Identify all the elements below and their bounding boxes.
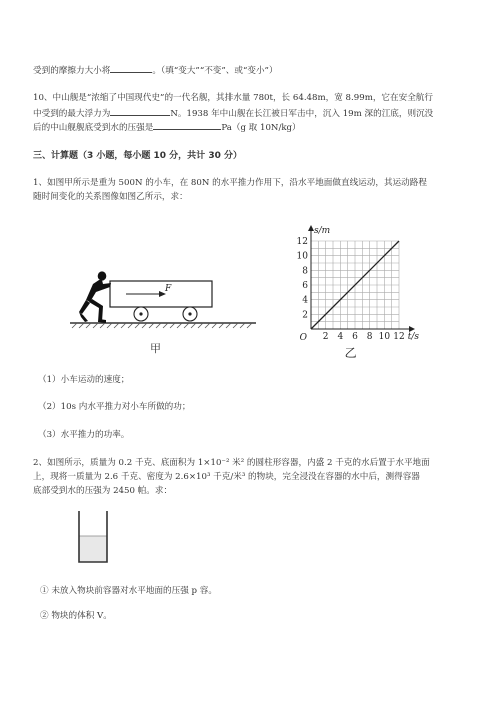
q9-line — [33, 63, 278, 77]
y-tick-label: 12 — [296, 237, 308, 247]
figure-jia-caption: 甲 — [150, 342, 161, 355]
cart-figure — [66, 268, 262, 363]
wheel-axle — [139, 312, 142, 315]
x-tick-label: 4 — [337, 332, 344, 342]
y-tick-label: 8 — [302, 266, 308, 277]
st-graph — [278, 215, 419, 365]
q1-line-2: 随时间变化的关系图像如图乙所示，求： — [33, 192, 188, 202]
person-silhouette — [79, 271, 111, 323]
y-axis-label: s/m — [314, 226, 331, 236]
q1-sub-2: （2）10s 内水平推力对小车所做的功； — [38, 402, 191, 412]
origin-label: O — [299, 333, 307, 343]
q10-line-1: 10、中山舰是“浓缩了中国现代史”的一代名舰，其排水量 780t，长 64.48m，宽 8.99m，它在安全航行 — [33, 93, 433, 103]
x-tick-label: 10 — [378, 332, 391, 342]
x-tick-label: 2 — [322, 332, 329, 342]
q2-line-2: 上，现将一质量为 2.6 千克、密度为 2.6×10³ 千克/米³ 的物块，完全浸没在容器的水中后，测得容器 — [33, 472, 420, 482]
x-tick-label: 12 — [393, 332, 405, 342]
q10-text: 后的中山舰舰底受到水的压强是 — [33, 123, 154, 133]
q9-text-after: 。（填“变大”“不变”、或“变小”） — [152, 66, 278, 76]
q2-line-3: 底部受到水的压强为 2450 帕。求： — [33, 486, 173, 496]
wheel-axle — [188, 312, 191, 315]
container-figure — [70, 508, 118, 568]
q2-sub-1: ① 未放入物块前容器对水平地面的压强 p 容。 — [40, 586, 217, 596]
x-tick-label: 8 — [366, 332, 373, 342]
q10-line-3 — [33, 120, 301, 134]
chart-caption: 乙 — [344, 346, 357, 360]
y-tick-label: 10 — [296, 251, 308, 262]
y-tick-label: 4 — [302, 295, 308, 306]
y-tick-label: 2 — [302, 310, 308, 321]
section-heading: 三、计算题（3 小题，每小题 10 分，共计 30 分） — [33, 151, 242, 161]
q10-line-2 — [33, 106, 433, 120]
q9-text-before: 受到的摩擦力大小将 — [33, 66, 111, 76]
q10-text: Pa（g 取 10N/kg） — [221, 123, 301, 133]
answer-blank[interactable] — [110, 106, 170, 116]
y-tick-label: 6 — [302, 281, 308, 291]
water-fill — [79, 536, 107, 562]
q1-sub-3: （3）水平推力的功率。 — [38, 430, 130, 440]
q10-text: N。1938 年中山舰在长江被日军击中，沉入 19m 深的江底，则沉没 — [170, 109, 434, 119]
q10-text: 中受到的最大浮力为 — [33, 109, 111, 119]
q2-line-1: 2、如图所示，质量为 0.2 千克、底面积为 1×10⁻² 米² 的圆柱形容器，内盛 2 千克的水后置于水平地面 — [33, 458, 430, 468]
answer-blank[interactable] — [153, 120, 221, 130]
force-label: F — [165, 284, 172, 294]
x-tick-label: 6 — [352, 332, 358, 342]
q1-line-1: 1、如图甲所示是重为 500N 的小车，在 80N 的水平推力作用下，沿水平地面做直线运动，其运动路程 — [33, 178, 427, 188]
x-axis-label: t/s — [407, 332, 419, 342]
ground-hatching — [72, 323, 252, 328]
answer-blank[interactable] — [110, 63, 152, 73]
q2-sub-2: ② 物块的体积 V。 — [40, 611, 112, 621]
q1-sub-1: （1）小车运动的速度； — [38, 375, 130, 385]
